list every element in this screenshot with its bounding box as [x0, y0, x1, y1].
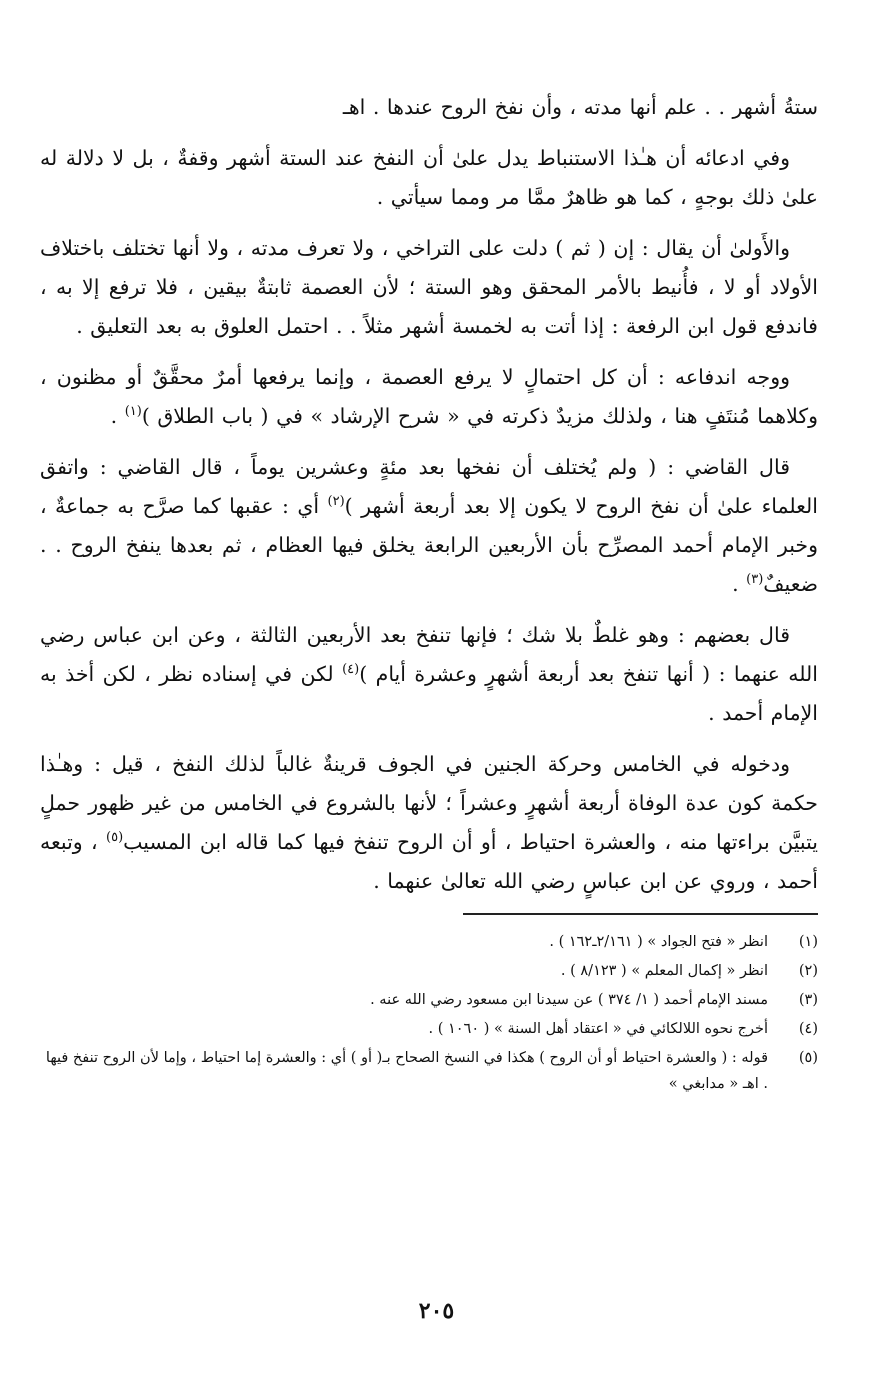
paragraph-text: وفي ادعائه أن هـٰذا الاستنباط يدل علىٰ أن النفخ عند الستة أشهر وقفةٌ ، بل لا دلالة له علىٰ ذلك بوجهٍ ، كما هو ظاهرٌ ممَّا مر ومما سيأتي .: [40, 146, 818, 209]
paragraph-text: قال بعضهم : وهو غلطٌ بلا شك ؛ فإنها تنفخ بعد الأربعين الثالثة ، وعن ابن عباس رضي الله عنهما : ( أنها تنفخ بعد أربعة أشهرٍ وعشرة أيام ): [40, 623, 818, 686]
footnote-number: (٢): [798, 963, 818, 979]
footnote-text: انظر « فتح الجواد » ( ٢/١٦١ـ١٦٢ ) .: [549, 934, 768, 950]
paragraph-text: أي : عقبها كما صرَّح به جماعةٌ ، وخبر الإمام أحمد المصرِّح بأن الأربعين الرابعة يخلق فيها العظام ، ثم بعدها ينفخ الروح . . ضعيفٌ: [40, 494, 818, 596]
paragraph-text: ، وتبعه أحمد ، وروي عن ابن عباسٍ رضي الله تعالىٰ عنهما .: [40, 830, 818, 893]
paragraph-text: .: [110, 404, 125, 428]
paragraph-text: ووجه اندفاعه : أن كل احتمالٍ لا يرفع العصمة ، وإنما يرفعها أمرٌ محقَّقٌ أو مظنون ، وكلاهما مُنتَفٍ هنا ، ولذلك مزيدٌ ذكرته في « شرح الإرشاد » في ( باب الطلاق ): [40, 365, 818, 428]
paragraph-3: [40, 229, 818, 346]
footnote-number: (١): [798, 934, 818, 950]
footnote-number: (٥): [798, 1050, 818, 1066]
paragraph-text: والأَولىٰ أن يقال : إن ( ثم ) دلت على التراخي ، ولا تعرف مدته ، ولا أنها تختلف باختلاف الأولاد أو لا ، فأُنيط بالأمر المحقق وهو الستة ؛ لأن العصمة ثابتةٌ بيقين ، فلا ترفع إلا به ، فاندفع قول ابن الرفعة : إذا أتت به لخمسة أشهر مثلاً . . احتمل العلوق به بعد التعليق .: [40, 236, 818, 338]
paragraph-text: قال القاضي : ( ولم يُختلف أن نفخها بعد مئةٍ وعشرين يوماً ، قال القاضي : واتفق العلماء علىٰ أن نفخ الروح لا يكون إلا بعد أربعة أشهر ): [40, 455, 818, 518]
footnote-reference: (٣): [746, 572, 764, 588]
paragraph-text: لكن في إسناده نظر ، لكن أخذ به الإمام أحمد .: [40, 662, 818, 725]
footnote-text: قوله : ( والعشرة احتياط أو أن الروح ) هكذا في النسخ الصحاح بـ( أو ) أي : والعشرة إما احتياط ، وإما لأن الروح تنفخ فيها . اهـ « مدابغي »: [45, 1050, 768, 1092]
footnote-text: انظر « إكمال المعلم » ( ٨/١٢٣ ) .: [560, 963, 768, 979]
footnote-number: (٣): [798, 992, 818, 1008]
footnote-item: [40, 929, 818, 955]
footnote-text: أخرج نحوه اللالكائي في « اعتقاد أهل السنة » ( ١٠٦٠ ) .: [428, 1021, 768, 1037]
paragraph-7: [40, 745, 818, 901]
footnote-reference: (٢): [327, 494, 345, 510]
footnote-text: مسند الإمام أحمد ( ١/ ٣٧٤ ) عن سيدنا ابن مسعود رضي الله عنه .: [370, 992, 768, 1008]
footnote-item: [40, 987, 818, 1013]
paragraph-text: ستةُ أشهر . . علم أنها مدته ، وأن نفخ الروح عندها . اهـ: [342, 95, 818, 119]
paragraph-2: [40, 139, 818, 217]
footnote-item: [40, 958, 818, 984]
book-page: [40, 88, 818, 1100]
page-number: ٢٠٥: [418, 1298, 455, 1324]
footnote-reference: (٥): [106, 830, 124, 846]
paragraph-text: .: [732, 572, 747, 596]
footnote-divider: [463, 913, 818, 915]
footnote-number: (٤): [798, 1021, 818, 1037]
paragraph-1: [40, 88, 818, 127]
footnote-reference: (٤): [342, 662, 360, 678]
paragraph-6: [40, 616, 818, 733]
footnote-item: [40, 1016, 818, 1042]
footnote-reference: (١): [124, 404, 142, 420]
footnotes-list: [40, 929, 818, 1097]
paragraph-4: [40, 358, 818, 436]
paragraph-text: ودخوله في الخامس وحركة الجنين في الجوف قرينةٌ غالباً لذلك النفخ ، قيل : وهـٰذا حكمة كون عدة الوفاة أربعة أشهرٍ وعشراً ؛ لأنها بالشروع في الخامس من غير ظهور حملٍ يتبيَّن براءتها منه ، والعشرة احتياط ، أو أن الروح تنفخ فيها كما قاله ابن المسيب: [40, 752, 818, 854]
paragraph-5: [40, 448, 818, 604]
footnote-item: [40, 1045, 818, 1097]
